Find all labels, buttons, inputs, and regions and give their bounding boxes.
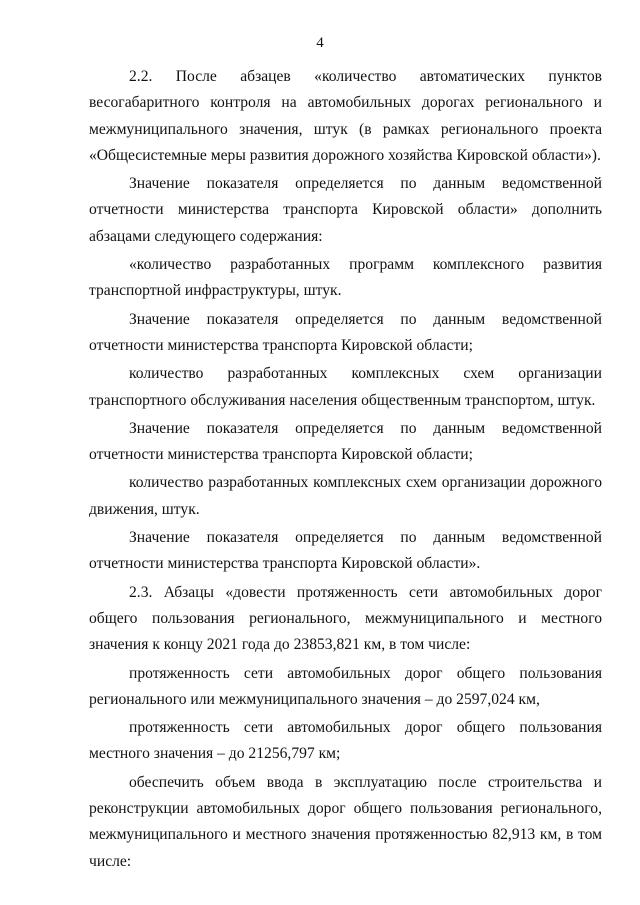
paragraph-line: развития дорожного хозяйства Кировской области»). [249, 146, 601, 164]
paragraph-line: регионального или межмуниципального значения – до 2597,024 км, [89, 690, 540, 708]
paragraph [89, 770, 602, 875]
document-body [89, 64, 602, 875]
paragraph-line: Значение показателя определяется по данным ведомственной отчетности [89, 419, 602, 464]
page-number: 4 [316, 35, 324, 51]
paragraph-line: обеспечить объем ввода в эксплуатацию после строительства и [129, 773, 602, 791]
paragraph [89, 661, 602, 714]
paragraph-line: количество разработанных комплексных схем организации [129, 365, 602, 383]
paragraph [89, 252, 602, 305]
paragraph-line: реконструкции автомобильных дорог общего пользования регионального, [89, 800, 602, 818]
paragraph-line: 2021 года до 23853,821 км, в том числе: [206, 636, 471, 654]
paragraph-line: 2.2. После абзацев «количество автоматических пунктов весогабаритного [89, 68, 602, 112]
paragraph-line: 2.3. Абзацы «довести протяженность сети автомобильных дорог общего [89, 583, 602, 627]
paragraph [89, 416, 602, 469]
paragraph-line: пользования регионального, межмуниципального и местного значения к концу [89, 609, 603, 654]
paragraph [89, 171, 602, 250]
paragraph-line: значения, штук (в рамках регионального проекта «Общесистемные меры [89, 120, 602, 164]
paragraph-line: Значение показателя определяется по данным ведомственной отчетности [89, 310, 602, 354]
paragraph-line: министерства транспорта Кировской области». [167, 555, 481, 573]
paragraph [89, 64, 602, 169]
paragraph-line: протяженность сети автомобильных дорог общего пользования [129, 664, 602, 682]
paragraph-line: транспортной инфраструктуры, штук. [89, 282, 342, 300]
paragraph-line: содержания: [239, 227, 323, 245]
paragraph-line: транспортного обслуживания населения общественным транспортом, штук. [89, 391, 596, 409]
paragraph-line: движения, штук. [89, 500, 200, 518]
paragraph [89, 580, 602, 659]
paragraph [89, 307, 602, 360]
paragraph-line: значения – до 21256,797 км; [153, 745, 341, 763]
paragraph-line: Значение показателя определяется по данным ведомственной отчетности [89, 529, 602, 573]
paragraph-line: количество разработанных комплексных схем организации дорожного [129, 474, 602, 492]
paragraph-line: контроля на автомобильных дорогах регионального и межмуниципального [89, 94, 602, 138]
paragraph-line: министерства транспорта Кировской области; [167, 446, 473, 464]
paragraph [89, 470, 602, 523]
paragraph-line: Значение показателя определяется по данным ведомственной отчетности [89, 175, 602, 219]
paragraph-line: «количество разработанных программ комплексного развития [129, 256, 602, 274]
paragraph-line: протяженность сети автомобильных дорог общего пользования местного [89, 719, 602, 763]
paragraph [89, 525, 602, 578]
paragraph [89, 715, 602, 768]
paragraph-line: министерства транспорта Кировской области» дополнить абзацами следующего [89, 201, 602, 245]
paragraph-line: числе: [89, 852, 132, 870]
paragraph-line: межмуниципального и местного значения протяженностью 82,913 км, в том [89, 826, 602, 844]
paragraph [89, 361, 602, 414]
paragraph-line: министерства транспорта Кировской области; [167, 336, 473, 354]
